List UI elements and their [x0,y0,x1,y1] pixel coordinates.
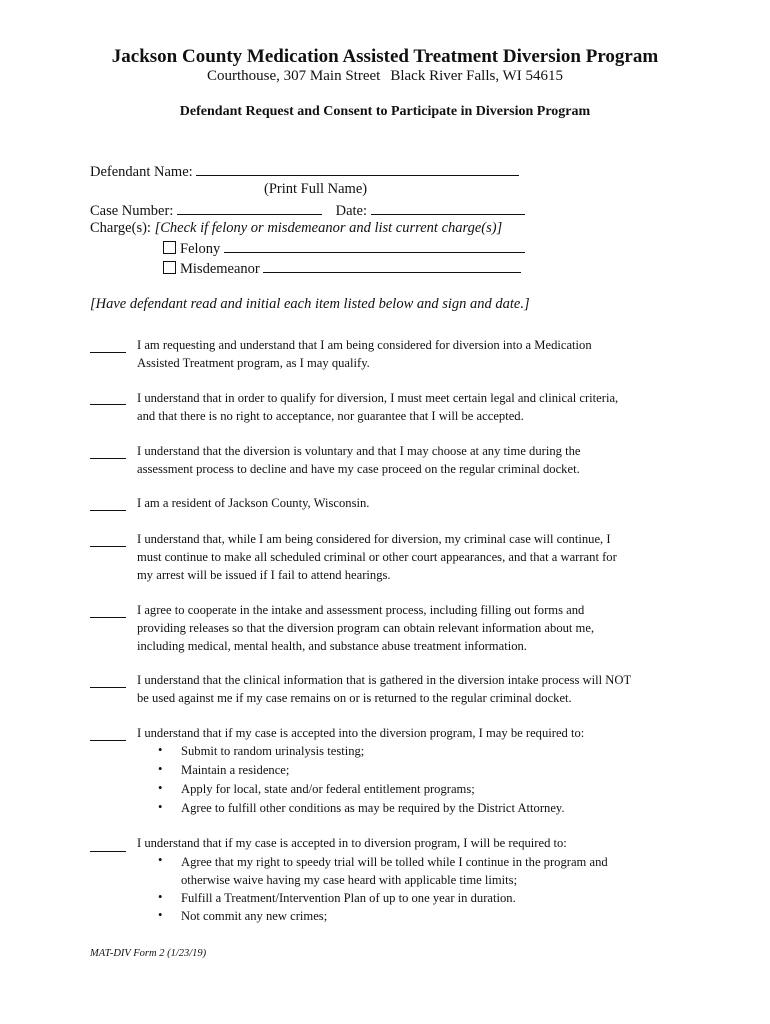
initial-blank[interactable] [90,840,126,856]
item-line: Assisted Treatment program, as I may qualify. [137,356,370,370]
item-line: I understand that in order to qualify for diversion, I must meet certain legal and clinical criteria, [137,391,619,405]
initial-blank[interactable] [90,499,126,515]
item-line: I am requesting and understand that I am being considered for diversion into a Medication [137,338,592,352]
bullet-icon: • [158,743,163,757]
print-full-name-hint: (Print Full Name) [264,181,368,197]
list-item [137,671,631,707]
case-number-blank[interactable] [177,201,322,215]
bullet-icon: • [158,908,163,922]
defendant-name-blank[interactable] [196,162,519,176]
bullet-item: Submit to random urinalysis testing; [181,744,365,758]
felony-label: Felony [180,241,221,257]
list-item [137,724,584,742]
list-item [137,834,567,852]
document-address [0,68,770,85]
misdemeanor-blank[interactable] [263,259,521,273]
item-line: I understand that the diversion is voluntary and that I may choose at any time during the [137,444,581,458]
item-line: providing releases so that the diversion program can obtain relevant information about me, [137,621,595,635]
bullet-item: Apply for local, state and/or federal entitlement programs; [181,782,475,796]
item-line: including medical, mental health, and substance abuse treatment information. [137,639,527,653]
initial-blank[interactable] [90,676,126,692]
item-line: must continue to make all scheduled criminal or other court appearances, and that a warrant for [137,550,617,564]
instruction-text: [Have defendant read and initial each item listed below and sign and date.] [90,296,530,312]
felony-checkbox[interactable] [163,241,176,254]
form-footer: MAT-DIV Form 2 (1/23/19) [90,948,207,959]
bullet-icon: • [158,853,163,867]
initial-blank[interactable] [90,341,126,357]
bullet-icon: • [158,762,163,776]
item-line: I understand that the clinical information that is gathered in the diversion intake process will NOT [137,673,632,687]
list-item [137,336,592,372]
list-item [137,442,580,478]
initial-blank[interactable] [90,447,126,463]
charges-instruction: [Check if felony or misdemeanor and list current charge(s)] [154,220,503,236]
bullet-item-line: Agree that my right to speedy trial will be tolled while I continue in the program and [181,855,608,869]
form-title: Defendant Request and Consent to Participate in Diversion Program [179,104,591,119]
item-line: I understand that, while I am being considered for diversion, my criminal case will continue, I [137,532,611,546]
felony-row [163,239,525,258]
bullet-item: Agree to fulfill other conditions as may be required by the District Attorney. [181,801,565,815]
item-line: I understand that if my case is accepted into the diversion program, I may be required to: [137,726,585,740]
item-line: I am a resident of Jackson County, Wisconsin. [137,496,370,510]
bullet-item [181,853,608,889]
bullet-icon: • [158,781,163,795]
case-number-row [90,201,525,220]
initial-blank[interactable] [90,393,126,409]
initial-blank[interactable] [90,729,126,745]
initial-blank[interactable] [90,535,126,551]
item-line: and that there is no right to acceptance, nor guarantee that I will be accepted. [137,409,524,423]
charges-label: Charge(s): [90,220,151,236]
document-title: Jackson County Medication Assisted Treatment Diversion Program [111,46,659,67]
misdemeanor-label: Misdemeanor [180,261,260,277]
list-item [137,530,617,584]
felony-blank[interactable] [224,239,525,253]
list-item [137,494,369,512]
item-line: I agree to cooperate in the intake and assessment process, including filling out forms and [137,603,585,617]
bullet-item: Not commit any new crimes; [181,909,328,923]
address-street: Courthouse, 307 Main Street [207,68,381,84]
bullet-icon: • [158,800,163,814]
date-label: Date: [335,203,368,219]
item-line: my arrest will be issued if I fail to attend hearings. [137,568,391,582]
item-line: assessment process to decline and have my case proceed on the regular criminal docket. [137,462,580,476]
bullet-item: Maintain a residence; [181,763,290,777]
charges-row [90,220,502,237]
date-blank[interactable] [371,201,525,215]
item-line: I understand that if my case is accepted in to diversion program, I will be required to: [137,836,567,850]
bullet-item-line: otherwise waive having my case heard with applicable time limits; [181,873,518,887]
initial-blank[interactable] [90,606,126,622]
list-item [137,389,618,425]
defendant-name-row [90,162,519,181]
case-number-label: Case Number: [90,203,174,219]
list-item [137,601,594,655]
bullet-item: Fulfill a Treatment/Intervention Plan of up to one year in duration. [181,891,516,905]
defendant-name-label: Defendant Name: [90,164,193,180]
misdemeanor-checkbox[interactable] [163,261,176,274]
misdemeanor-row [163,259,521,278]
item-line: be used against me if my case remains on or is returned to the regular criminal docket. [137,691,572,705]
address-city: Black River Falls, WI 54615 [390,68,563,84]
bullet-icon: • [158,890,163,904]
